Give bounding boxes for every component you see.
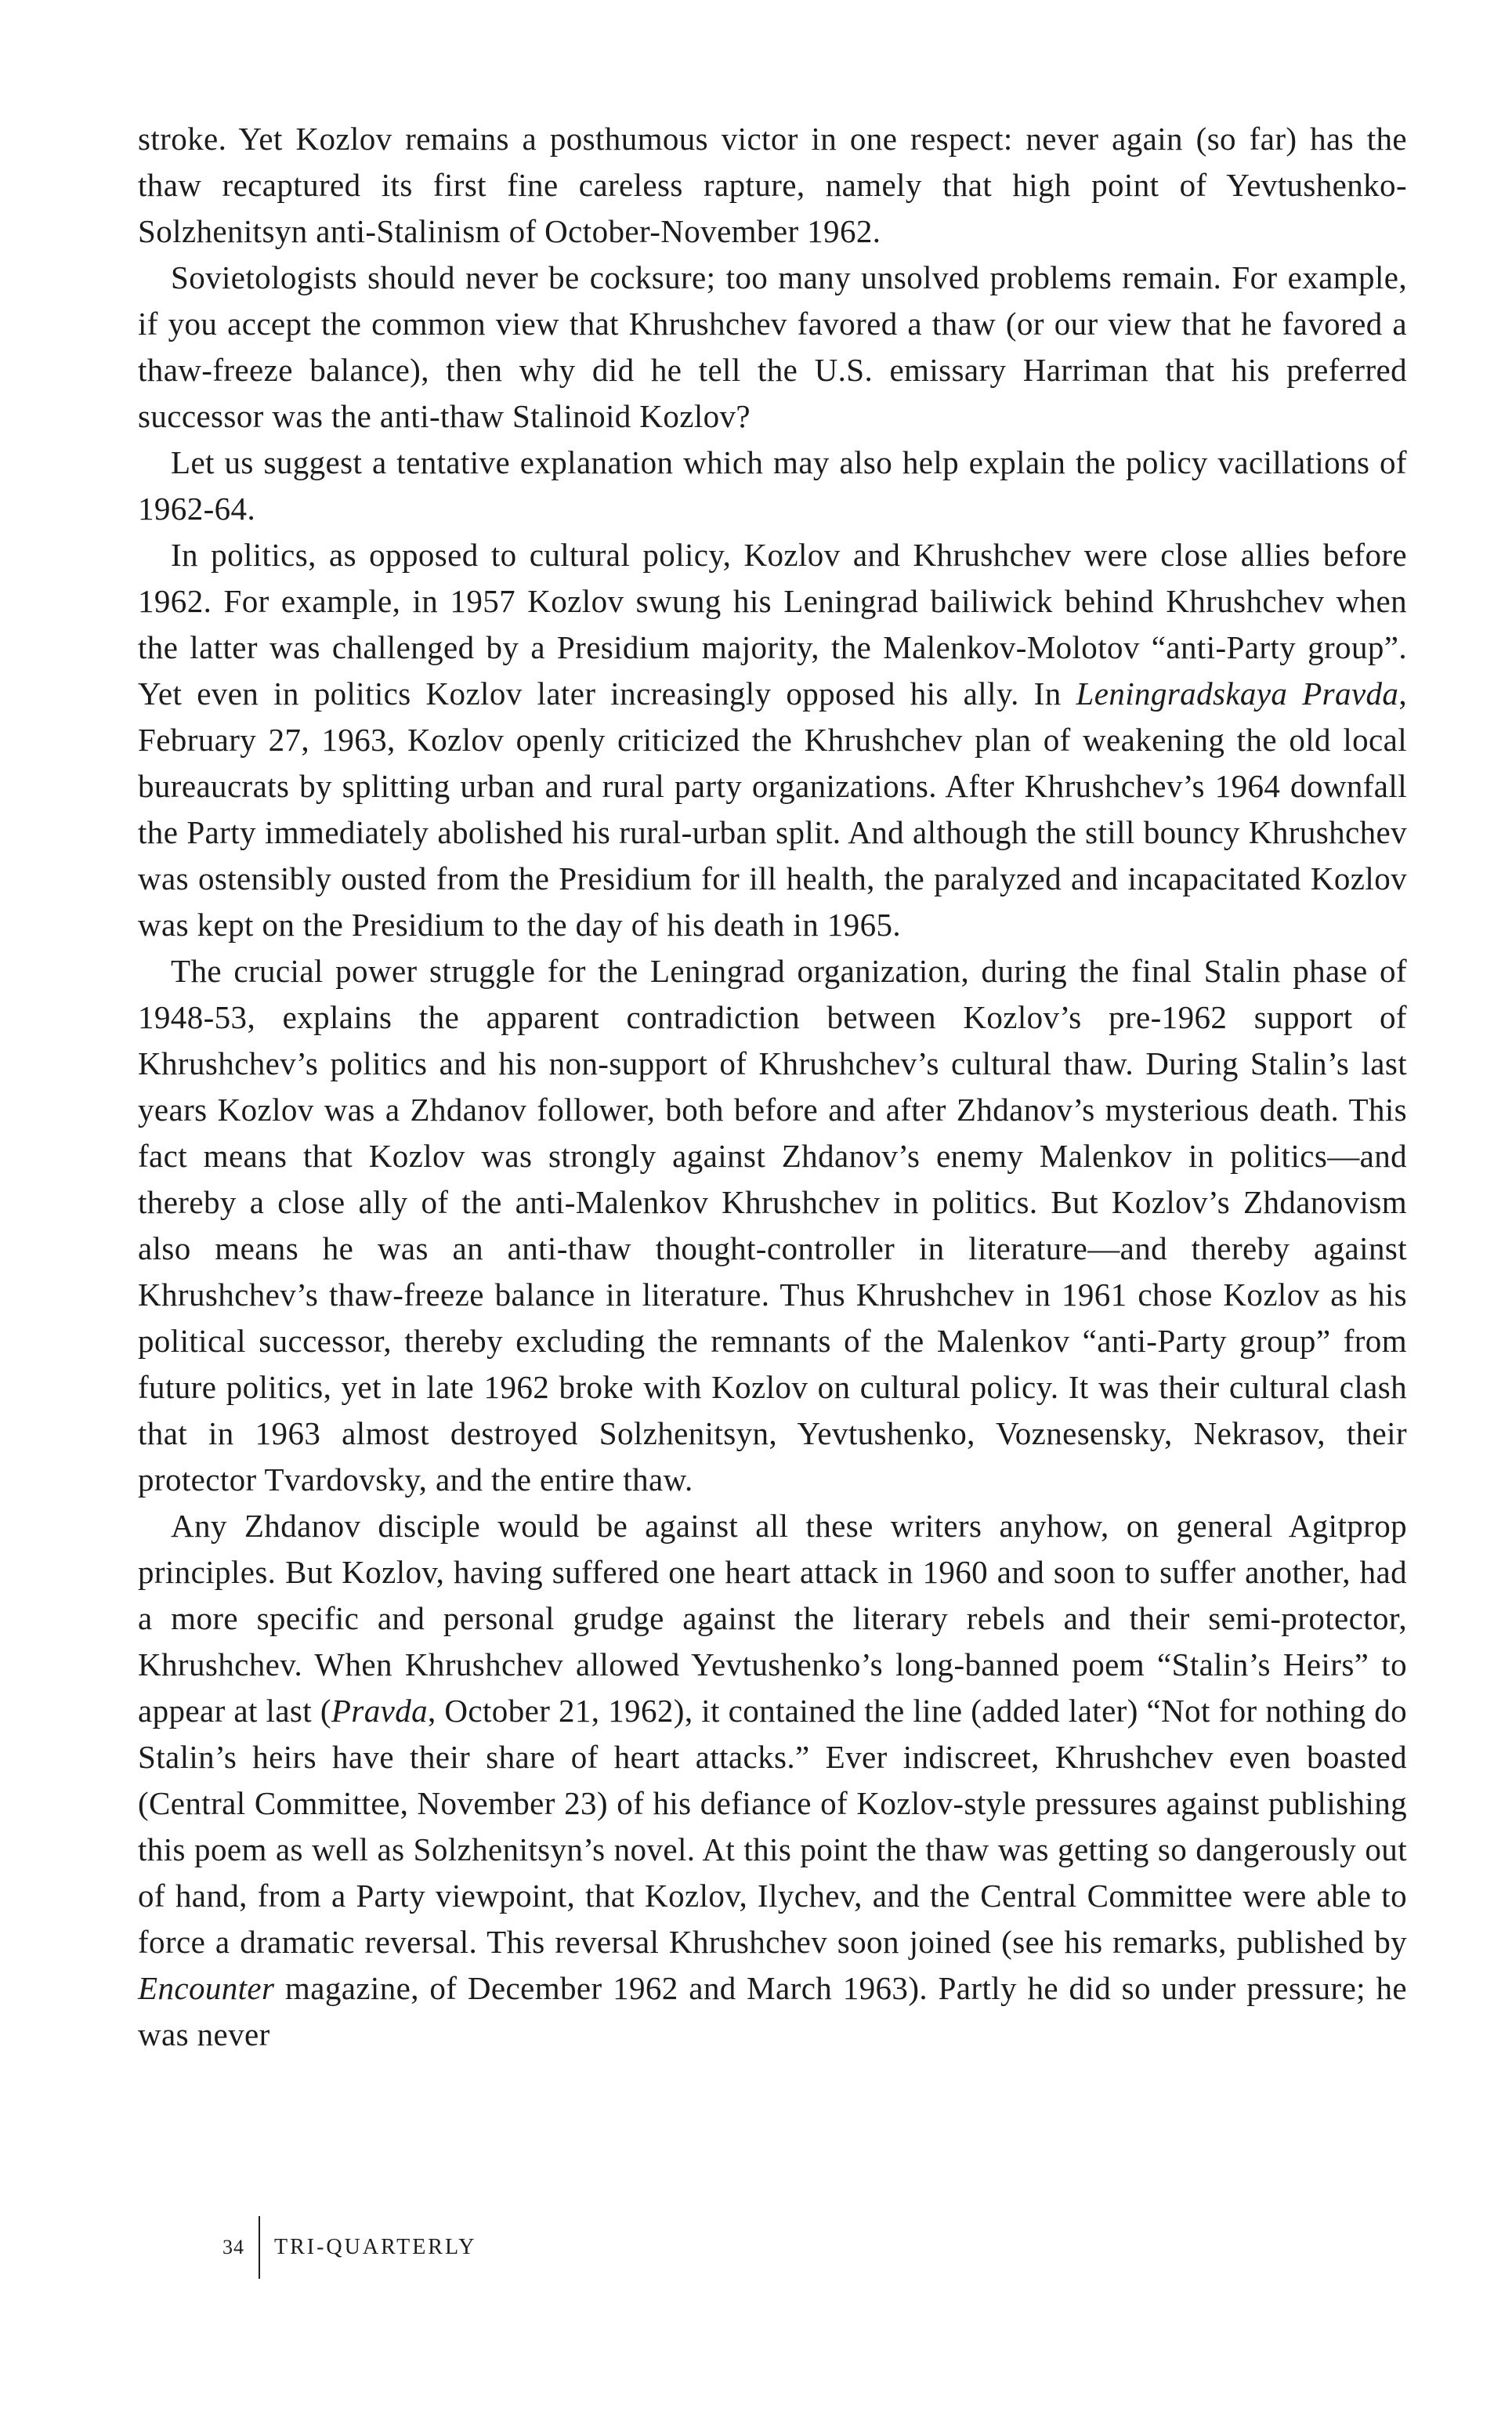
- footer-divider: [259, 2216, 260, 2279]
- paragraph: [138, 948, 1407, 1503]
- paragraph: [138, 1503, 1407, 2058]
- page-footer: [222, 2219, 477, 2276]
- text-run: Let us suggest a tentative explanation which may also help explain the policy vacillations of 1962-64.: [138, 444, 1407, 527]
- italic-title: Leningradskaya Pravda: [1076, 675, 1399, 712]
- text-run: Sovietologists should never be cocksure; too many unsolved problems remain. For example, if you accept the common view that Khrushchev favored a thaw (or our view that he favored a thaw-freeze balance), then why did he tell the U.S. emissary Harriman that his preferred successor was the anti-thaw Stalinoid Kozlov?: [138, 259, 1407, 434]
- body-text: [138, 116, 1407, 2058]
- text-run: , February 27, 1963, Kozlov openly criticized the Khrushchev plan of weakening the old local bureaucrats by splitting urban and rural party organizations. After Khrushchev’s 1964 downfall the Party immediately abolished his rural-urban split. And although the still bouncy Khrushchev was ostensibly ousted from the Presidium for ill health, the paralyzed and incapacitated Kozlov was kept on the Presidium to the day of his death in 1965.: [138, 675, 1407, 943]
- text-run: In politics, as opposed to cultural policy, Kozlov and Khrushchev were close allies before 1962. For example, in 1957 Kozlov swung his Leningrad bailiwick behind Khrushchev when the latter was challenged by a Presidium majority, the Malenkov-Molotov “anti-Party group”. Yet even in politics Kozlov later increasingly opposed his ally. In: [138, 537, 1407, 712]
- italic-title: Pravda: [331, 1693, 428, 1729]
- italic-title: Encounter: [138, 1970, 275, 2006]
- text-run: stroke. Yet Kozlov remains a posthumous victor in one respect: never again (so far) has the thaw recaptured its first fine careless rapture, namely that high point of Yevtushenko-Solzhenitsyn anti-Stalinism of October-November 1962.: [138, 121, 1407, 249]
- paragraph: [138, 440, 1407, 532]
- text-run: , October 21, 1962), it contained the line (added later) “Not for nothing do Stalin’s heirs have their share of heart attacks.” Ever indiscreet, Khrushchev even boasted (Central Committee, November 23) of his defiance of Kozlov-style pressures against publishing this poem as well as Solzhenitsyn’s novel. At this point the thaw was getting so dangerously out of hand, from a Party viewpoint, that Kozlov, Ilychev, and the Central Committee were able to force a dramatic reversal. This reversal Khrushchev soon joined (see his remarks, published by: [138, 1693, 1407, 1960]
- paragraph: [138, 255, 1407, 440]
- page-number: 34: [222, 2236, 244, 2258]
- text-run: The crucial power struggle for the Leningrad organization, during the final Stalin phase of 1948-53, explains the apparent contradiction between Kozlov’s pre-1962 support of Khrushchev’s politics and his non-support of Khrushchev’s cultural thaw. During Stalin’s last years Kozlov was a Zhdanov follower, both before and after Zhdanov’s mysterious death. This fact means that Kozlov was strongly against Zhdanov’s enemy Malenkov in politics—and thereby a close ally of the anti-Malenkov Khrushchev in politics. But Kozlov’s Zhdanovism also means he was an anti-thaw thought-controller in literature—and thereby against Khrushchev’s thaw-freeze balance in literature. Thus Khrushchev in 1961 chose Kozlov as his political successor, thereby excluding the remnants of the Malenkov “anti-Party group” from future politics, yet in late 1962 broke with Kozlov on cultural policy. It was their cultural clash that in 1963 almost destroyed Solzhenitsyn, Yevtushenko, Voznesensky, Nekrasov, their protector Tvardovsky, and the entire thaw.: [138, 953, 1407, 1498]
- paragraph: [138, 116, 1407, 255]
- text-run: Any Zhdanov disciple would be against all these writers anyhow, on general Agitprop principles. But Kozlov, having suffered one heart attack in 1960 and soon to suffer another, had a more specific and personal grudge against the literary rebels and their semi-protector, Khrushchev. When Khrushchev allowed Yevtushenko’s long-banned poem “Stalin’s Heirs” to appear at last (: [138, 1508, 1407, 1729]
- paragraph: [138, 532, 1407, 948]
- running-title: TRI-QUARTERLY: [274, 2235, 477, 2259]
- text-run: magazine, of December 1962 and March 1963). Partly he did so under pressure; he was never: [138, 1970, 1407, 2052]
